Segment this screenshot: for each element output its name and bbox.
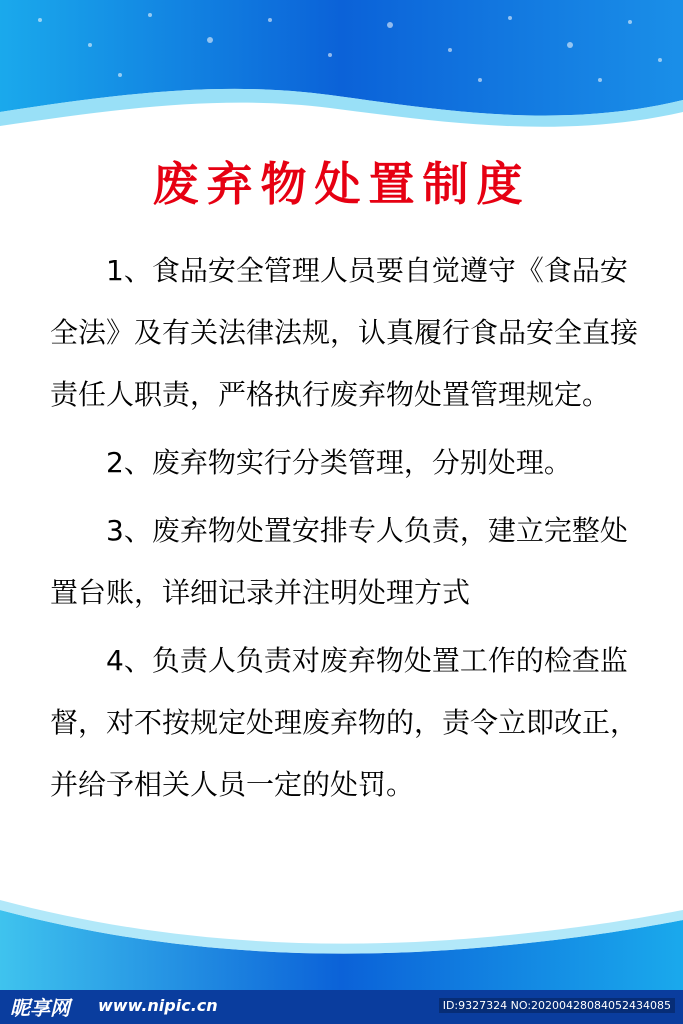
- header-wave-banner: [0, 0, 683, 150]
- watermark-logo: 昵享网: [10, 996, 70, 1020]
- page-title: 废弃物处置制度: [152, 157, 531, 211]
- paragraph-4: 4、负责人负责对废弃物处置工作的检查监督，对不按规定处理废弃物的，责令立即改正，并给予相关人员一定的处罚。: [50, 644, 639, 801]
- watermark-url: www.nipic.cn: [98, 996, 218, 1015]
- paragraph-3: 3、废弃物处置安排专人负责，建立完整处置台账，详细记录并注明处理方式: [50, 514, 628, 609]
- watermark-id: ID:9327324 NO:20200428084052434085: [439, 998, 675, 1013]
- paragraph-2: 2、废弃物实行分类管理，分别处理。: [106, 446, 572, 479]
- paragraph-1: 1、食品安全管理人员要自觉遵守《食品安全法》及有关法律法规，认真履行食品安全直接责任人职责，严格执行废弃物处置管理规定。: [50, 254, 639, 411]
- regulation-body: [50, 240, 640, 822]
